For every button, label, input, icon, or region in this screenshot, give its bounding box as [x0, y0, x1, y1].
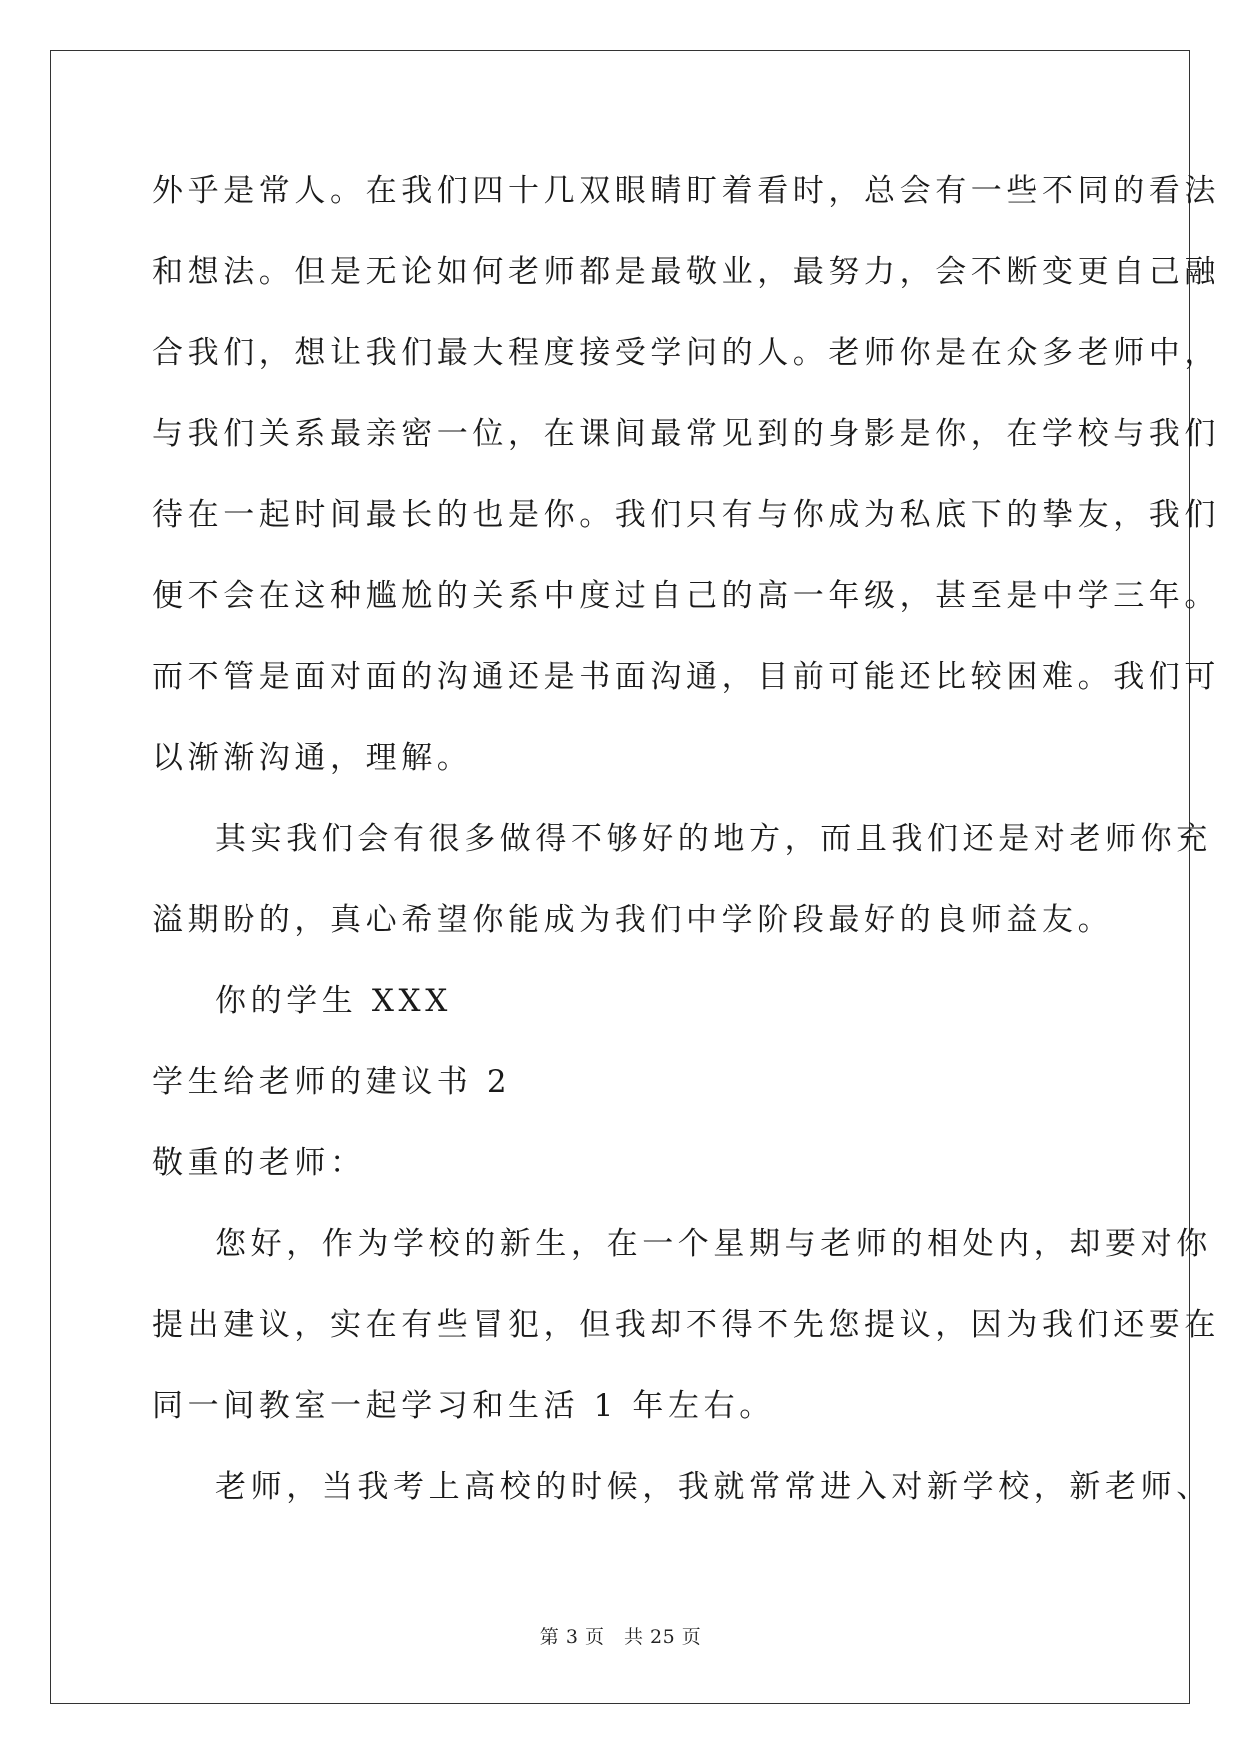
paragraph-line: 其实我们会有很多做得不够好的地方，而且我们还是对老师你充	[215, 821, 1212, 857]
page-number-footer: 第 3 页 共 25 页	[539, 1626, 702, 1648]
document-body	[152, 170, 1220, 1547]
paragraph-line: 便不会在这种尴尬的关系中度过自己的高一年级，甚至是中学三年。	[152, 578, 1220, 614]
paragraph-line: 合我们，想让我们最大程度接受学问的人。老师你是在众多老师中，	[152, 335, 1220, 371]
paragraph-line: 与我们关系最亲密一位，在课间最常见到的身影是你，在学校与我们	[152, 416, 1220, 452]
paragraph-line: 待在一起时间最长的也是你。我们只有与你成为私底下的挚友，我们	[152, 497, 1220, 533]
salutation: 敬重的老师：	[152, 1145, 366, 1181]
paragraph-line: 而不管是面对面的沟通还是书面沟通，目前可能还比较困难。我们可	[152, 659, 1220, 695]
section-title: 学生给老师的建议书 2	[152, 1064, 512, 1100]
paragraph-line: 外乎是常人。在我们四十几双眼睛盯着看时，总会有一些不同的看法	[152, 173, 1220, 209]
paragraph-line: 溢期盼的，真心希望你能成为我们中学阶段最好的良师益友。	[152, 902, 1114, 938]
paragraph-line: 提出建议，实在有些冒犯，但我却不得不先您提议，因为我们还要在	[152, 1307, 1220, 1343]
paragraph-line: 您好，作为学校的新生，在一个星期与老师的相处内，却要对你	[215, 1226, 1212, 1262]
paragraph-line: 以渐渐沟通，理解。	[152, 740, 473, 776]
paragraph-line: 同一间教室一起学习和生活 1 年左右。	[152, 1388, 775, 1424]
signature-line: 你的学生 XXX	[215, 983, 452, 1019]
paragraph-line: 和想法。但是无论如何老师都是最敬业，最努力，会不断变更自己融	[152, 254, 1220, 290]
paragraph-line: 老师，当我考上高校的时候，我就常常进入对新学校，新老师、	[215, 1469, 1212, 1505]
